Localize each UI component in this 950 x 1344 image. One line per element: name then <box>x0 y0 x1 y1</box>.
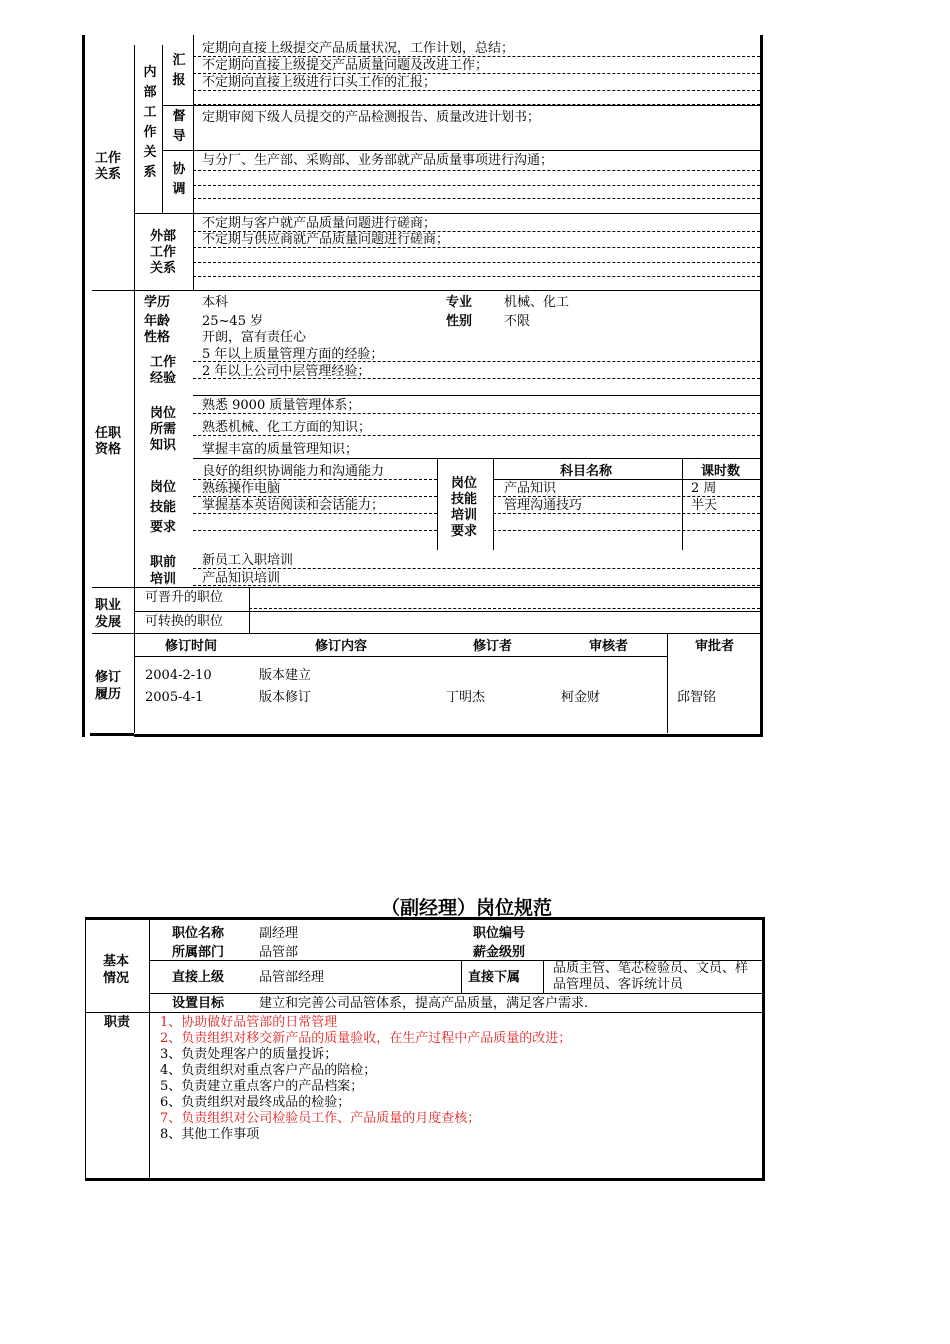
col-divider-main <box>134 45 135 587</box>
separator-report-supervise <box>162 105 760 106</box>
knowledge-label: 岗位 所需 知识 <box>150 406 177 453</box>
preservice-item: 产品知识培训 <box>202 571 281 586</box>
rev-head-line <box>134 656 667 657</box>
career-label: 职业 发展 <box>95 598 122 630</box>
dash-line <box>193 170 760 171</box>
table-left-border <box>82 35 85 737</box>
training-head-hours: 课时数 <box>701 464 741 479</box>
preservice-label: 职前 培训 <box>150 555 177 587</box>
external-item: 不定期与客户就产品质量问题进行磋商； <box>202 216 437 231</box>
dash-line <box>193 247 760 248</box>
major-value: 机械、化工 <box>504 295 570 310</box>
knowledge-item: 熟悉 9000 质量管理体系； <box>202 398 361 413</box>
duty-item: 5、负责建立重点客户的产品档案； <box>160 1079 364 1094</box>
separator-basic-duty <box>85 1012 763 1013</box>
coordinate-label: 协调 <box>172 162 186 197</box>
position-no-label: 职位编号 <box>473 926 526 941</box>
duty-item: 4、负责组织对重点客户产品的陪检； <box>160 1063 377 1078</box>
training-label: 岗位 技能 培训 要求 <box>451 476 478 539</box>
dash-line <box>193 262 760 263</box>
skill-item: 熟练操作电脑 <box>202 481 281 496</box>
duty-item: 1、协助做好品管部的日常管理 <box>160 1015 338 1030</box>
major-label: 专业 <box>446 295 473 310</box>
gender-value: 不限 <box>504 314 531 329</box>
duty-item: 7、负责组织对公司检验员工作、产品质量的月度查核； <box>160 1111 481 1126</box>
dept-value: 品管部 <box>259 945 299 960</box>
rev-head-approver: 审批者 <box>695 639 735 654</box>
col-divider-career-value <box>249 587 250 633</box>
coordinate-item: 与分厂、生产部、采购部、业务部就产品质量事项进行沟通； <box>202 153 554 168</box>
dept-label: 所属部门 <box>172 945 225 960</box>
col-divider-sub-label <box>461 960 462 993</box>
separator-supervise-coordinate <box>162 150 760 151</box>
age-value: 25~45 岁 <box>202 314 264 329</box>
training-hours: 2 周 <box>691 481 717 496</box>
skill-item: 掌握基本英语阅读和会话能力； <box>202 498 385 513</box>
dash-line <box>193 585 760 586</box>
supervise-label: 督导 <box>172 109 186 144</box>
skill-item: 良好的组织协调能力和沟通能力 <box>202 464 385 479</box>
bottom-table-right-border <box>762 917 765 1181</box>
rev-head-reviser: 修订者 <box>473 639 513 654</box>
dash-line <box>493 530 760 531</box>
table-right-border <box>760 35 763 737</box>
dash-line <box>193 496 437 497</box>
dash-line <box>193 198 760 199</box>
bottom-table-left-border <box>85 917 86 1181</box>
supervise-item: 定期审阅下级人员提交的产品检测报告、质量改进计划书； <box>202 110 541 125</box>
separator-internal-external <box>134 213 760 214</box>
training-subject: 产品知识 <box>504 481 557 496</box>
separator-work-qual <box>92 290 760 291</box>
dash-line <box>193 413 760 414</box>
experience-item: 5 年以上质量管理方面的经验； <box>202 347 384 362</box>
bottom-table-top-border <box>85 917 765 920</box>
rev-time: 2004-2-10 <box>145 668 212 683</box>
col-divider-revision <box>134 633 135 733</box>
dash-line <box>193 185 760 186</box>
position-name-value: 副经理 <box>259 926 299 941</box>
experience-item: 2 年以上公司中层管理经验； <box>202 364 371 379</box>
col-divider-career <box>134 587 135 633</box>
external-item: 不定期与供应商就产品质量问题进行磋商； <box>202 232 450 247</box>
rev-approver: 邱智铭 <box>677 690 717 705</box>
internal-relations-label: 内部工作关系 <box>143 65 157 180</box>
age-label: 年龄 <box>144 314 171 329</box>
rev-head-time: 修订时间 <box>165 639 218 654</box>
rev-time: 2005-4-1 <box>145 690 204 705</box>
dash-line <box>193 378 760 379</box>
skills-label: 岗位 技能 要求 <box>150 480 177 535</box>
table-bottom-border <box>134 734 763 737</box>
separator-qual-career <box>92 587 760 588</box>
duty-item: 6、负责组织对最终成品的检验； <box>160 1095 351 1110</box>
rev-head-reviewer: 审核者 <box>589 639 629 654</box>
dash-line <box>193 73 760 74</box>
separator-knowledge-skills <box>193 458 760 459</box>
training-head-subject: 科目名称 <box>560 464 613 479</box>
dash-line <box>193 435 760 436</box>
dash-line <box>249 608 760 609</box>
dash-line <box>493 513 760 514</box>
col-divider-hours <box>682 458 683 550</box>
preservice-item: 新员工入职培训 <box>202 553 294 568</box>
dash-line <box>193 56 760 57</box>
separator-career-revision <box>92 633 760 634</box>
bottom-table-bottom-border <box>85 1178 765 1181</box>
superior-value: 品管部经理 <box>259 970 325 985</box>
dash-line <box>193 513 437 514</box>
col-divider-training-table <box>493 458 494 550</box>
education-value: 本科 <box>202 295 229 310</box>
training-head-line <box>493 479 760 480</box>
dash-line <box>193 231 760 232</box>
salary-label: 薪金级别 <box>473 945 526 960</box>
col-divider-sub-value <box>543 960 544 993</box>
transfer-label: 可转换的职位 <box>145 614 224 629</box>
rev-reviewer: 柯金财 <box>561 690 601 705</box>
position-name-label: 职位名称 <box>172 926 225 941</box>
promote-label: 可晋升的职位 <box>145 590 224 605</box>
col-divider-training <box>437 458 438 550</box>
knowledge-item: 熟悉机械、化工方面的知识； <box>202 420 372 435</box>
dash-line <box>193 90 760 91</box>
dash-line <box>493 496 760 497</box>
personality-label: 性格 <box>144 330 171 345</box>
report-item: 不定期向直接上级提交产品质量问题及改进工作； <box>202 58 489 73</box>
separator-exp-knowledge <box>193 395 760 396</box>
bottom-col-divider <box>149 919 150 1179</box>
subordinate-value: 品质主管、笔芯检验员、文员、样品管理员、客诉统计员 <box>553 961 749 992</box>
dash-line <box>193 276 760 277</box>
qualifications-label: 任职 资格 <box>95 426 122 457</box>
duty-label: 职责 <box>104 1015 131 1030</box>
knowledge-item: 掌握丰富的质量管理知识； <box>202 442 359 457</box>
training-hours: 半天 <box>691 498 718 513</box>
table-bottom-stub <box>90 733 134 736</box>
rev-content: 版本建立 <box>259 668 312 683</box>
report-item: 定期向直接上级提交产品质量状况，工作计划，总结； <box>202 41 515 56</box>
duty-item: 8、其他工作事项 <box>160 1127 260 1142</box>
duty-item: 3、负责处理客户的质量投诉； <box>160 1047 338 1062</box>
experience-label: 工作 经验 <box>150 355 177 386</box>
work-relations-label: 工作 关系 <box>95 151 122 182</box>
gender-label: 性别 <box>446 314 473 329</box>
report-item: 不定期向直接上级进行口头工作的汇报； <box>202 75 437 90</box>
col-divider-approver <box>667 633 668 733</box>
rev-content: 版本修订 <box>259 690 312 705</box>
dash-line <box>193 479 437 480</box>
col-divider-internal <box>162 45 163 213</box>
rev-head-content: 修订内容 <box>315 639 368 654</box>
revision-label: 修订 履历 <box>95 670 122 702</box>
separator-promote-transfer <box>134 611 760 612</box>
duty-item: 2、负责组织对移交新产品的质量验收，在生产过程中产品质量的改进； <box>160 1031 572 1046</box>
subordinate-label: 直接下属 <box>468 970 521 985</box>
rev-reviser: 丁明杰 <box>446 690 486 705</box>
goal-value: 建立和完善公司品管体系，提高产品质量，满足客户需求. <box>259 996 589 1011</box>
external-relations-label: 外部 工作 关系 <box>150 229 177 276</box>
dash-line <box>193 568 760 569</box>
dash-line <box>193 530 437 531</box>
basic-label: 基本 情况 <box>103 954 130 986</box>
goal-label: 设置目标 <box>172 996 225 1011</box>
training-subject: 管理沟通技巧 <box>504 498 583 513</box>
dash-line <box>193 361 760 362</box>
education-label: 学历 <box>144 295 171 310</box>
separator-superior-goal <box>149 993 762 994</box>
personality-value: 开朗，富有责任心 <box>202 330 307 345</box>
page-title: （副经理）岗位规范 <box>381 897 553 919</box>
report-label: 汇报 <box>172 53 186 88</box>
superior-label: 直接上级 <box>172 970 225 985</box>
